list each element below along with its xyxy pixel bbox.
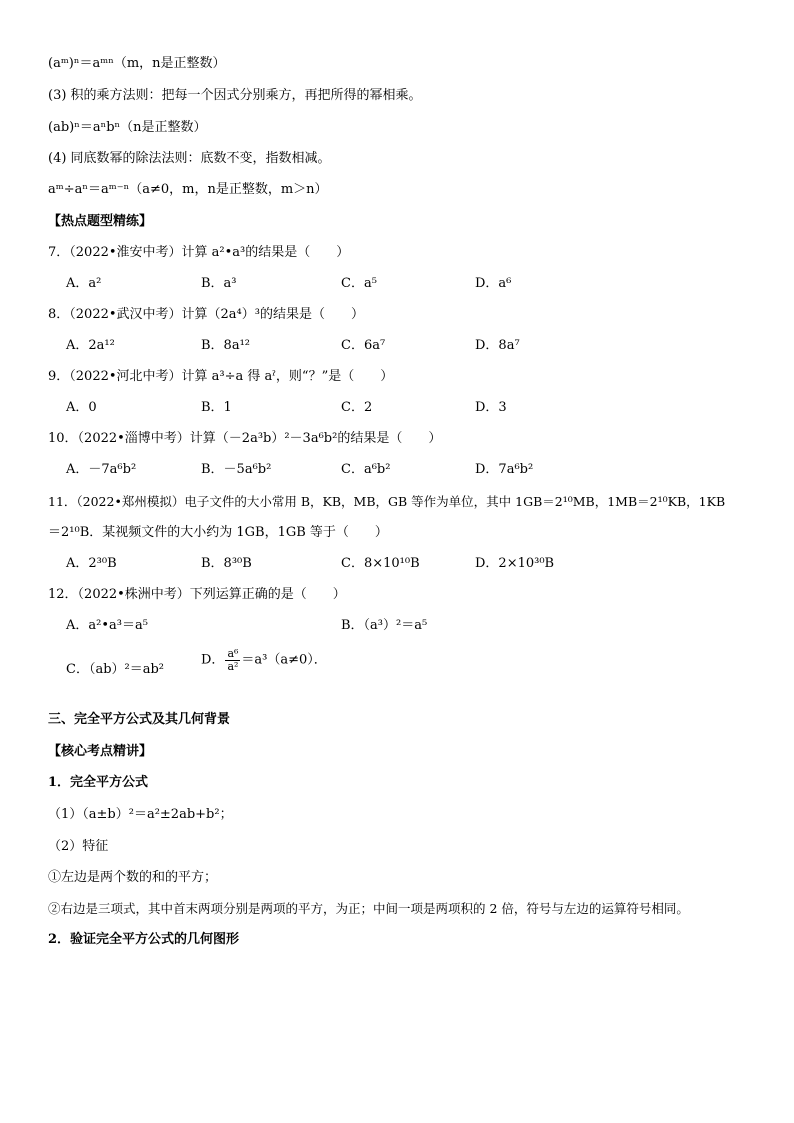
question-10-stem: 10．（2022•淄博中考）计算（－2a³b）²－3a⁶b²的结果是（ ） <box>48 431 442 446</box>
question-9-option-c[interactable]: C．2 <box>341 400 373 415</box>
core-points-heading: 【核心考点精讲】 <box>48 744 153 759</box>
rule-product-power: (ab)ⁿ＝aⁿbⁿ（n是正整数） <box>48 120 207 135</box>
question-11-option-d[interactable]: D．2×10³⁰B <box>475 556 555 571</box>
question-7-option-b[interactable]: B．a³ <box>201 276 237 291</box>
question-7-option-a[interactable]: A．a² <box>66 276 102 291</box>
question-12-option-a[interactable]: A．a²•a³＝a⁵ <box>66 618 148 633</box>
question-7-option-c[interactable]: C．a⁵ <box>341 276 377 291</box>
question-8-option-d[interactable]: D．8a⁷ <box>475 338 520 353</box>
question-12-option-c[interactable]: C．（ab）²＝ab² <box>66 662 165 677</box>
fraction-numerator: a⁶ <box>227 647 239 660</box>
question-9-option-d[interactable]: D．3 <box>475 400 507 415</box>
question-12-stem: 12．（2022•株洲中考）下列运算正确的是（ ） <box>48 587 346 602</box>
question-10-option-b[interactable]: B．－5a⁶b² <box>201 462 272 477</box>
question-11-stem-line1: 11．（2022•郑州模拟）电子文件的大小常用 B，KB，MB，GB 等作为单位，其中 1GB＝2¹⁰MB，1MB＝2¹⁰KB，1KB <box>48 494 726 509</box>
rule-power-of-power: (aᵐ)ⁿ＝aᵐⁿ（m，n是正整数） <box>48 56 226 71</box>
rule-division-title: (4) 同底数幂的除法法则：底数不变，指数相减。 <box>48 151 331 166</box>
question-10-option-d[interactable]: D．7a⁶b² <box>475 462 534 477</box>
question-8-option-c[interactable]: C．6a⁷ <box>341 338 386 353</box>
option-d-label: D． <box>201 652 225 668</box>
question-9-option-b[interactable]: B．1 <box>201 400 232 415</box>
question-12-option-b[interactable]: B．（a³）²＝a⁵ <box>341 618 428 633</box>
point-2-title: 2．验证完全平方公式的几何图形 <box>48 932 240 947</box>
question-10-option-a[interactable]: A．－7a⁶b² <box>66 462 137 477</box>
rule-division: aᵐ÷aⁿ＝aᵐ⁻ⁿ（a≠0，m，n是正整数，m＞n） <box>48 182 328 197</box>
question-10-option-c[interactable]: C．a⁶b² <box>341 462 391 477</box>
option-d-fraction <box>225 648 240 673</box>
question-8-option-a[interactable]: A．2a¹² <box>66 338 115 353</box>
point-1-title: 1．完全平方公式 <box>48 775 149 790</box>
question-9-option-a[interactable]: A．0 <box>66 400 97 415</box>
fraction-denominator: a² <box>227 660 239 673</box>
section-3-title: 三、完全平方公式及其几何背景 <box>48 712 231 727</box>
question-8-stem: 8．（2022•武汉中考）计算（2a⁴）³的结果是（ ） <box>48 307 364 322</box>
question-7-option-d[interactable]: D．a⁶ <box>475 276 512 291</box>
option-d-rest: ＝a³（a≠0）． <box>241 652 327 668</box>
question-7-stem: 7．（2022•淮安中考）计算 a²•a³的结果是（ ） <box>48 245 350 260</box>
point-1-feature-title: （2）特征 <box>48 839 109 854</box>
question-8-option-b[interactable]: B．8a¹² <box>201 338 250 353</box>
question-11-option-c[interactable]: C．8×10¹⁰B <box>341 556 420 571</box>
question-11-option-b[interactable]: B．8³⁰B <box>201 556 252 571</box>
question-12-option-d[interactable] <box>201 648 327 673</box>
rule-product-power-title: (3) 积的乘方法则：把每一个因式分别乘方，再把所得的幂相乘。 <box>48 88 422 103</box>
point-1-formula: （1）（a±b）²＝a²±2ab+b²； <box>48 807 233 822</box>
question-11-option-a[interactable]: A．2³⁰B <box>66 556 117 571</box>
point-1-feature-right: ②右边是三项式，其中首末两项分别是两项的平方，为正；中间一项是两项积的 2 倍，符号与左边的运算符号相同。 <box>48 901 689 916</box>
question-11-stem-line2: ＝2¹⁰B．某视频文件的大小约为 1GB，1GB 等于（ ） <box>48 525 388 540</box>
question-9-stem: 9．（2022•河北中考）计算 a³÷a 得 aˀ，则“？”是（ ） <box>48 369 394 384</box>
point-1-feature-left: ①左边是两个数的和的平方； <box>48 870 218 885</box>
section-hot-practice: 【热点题型精练】 <box>48 214 153 229</box>
